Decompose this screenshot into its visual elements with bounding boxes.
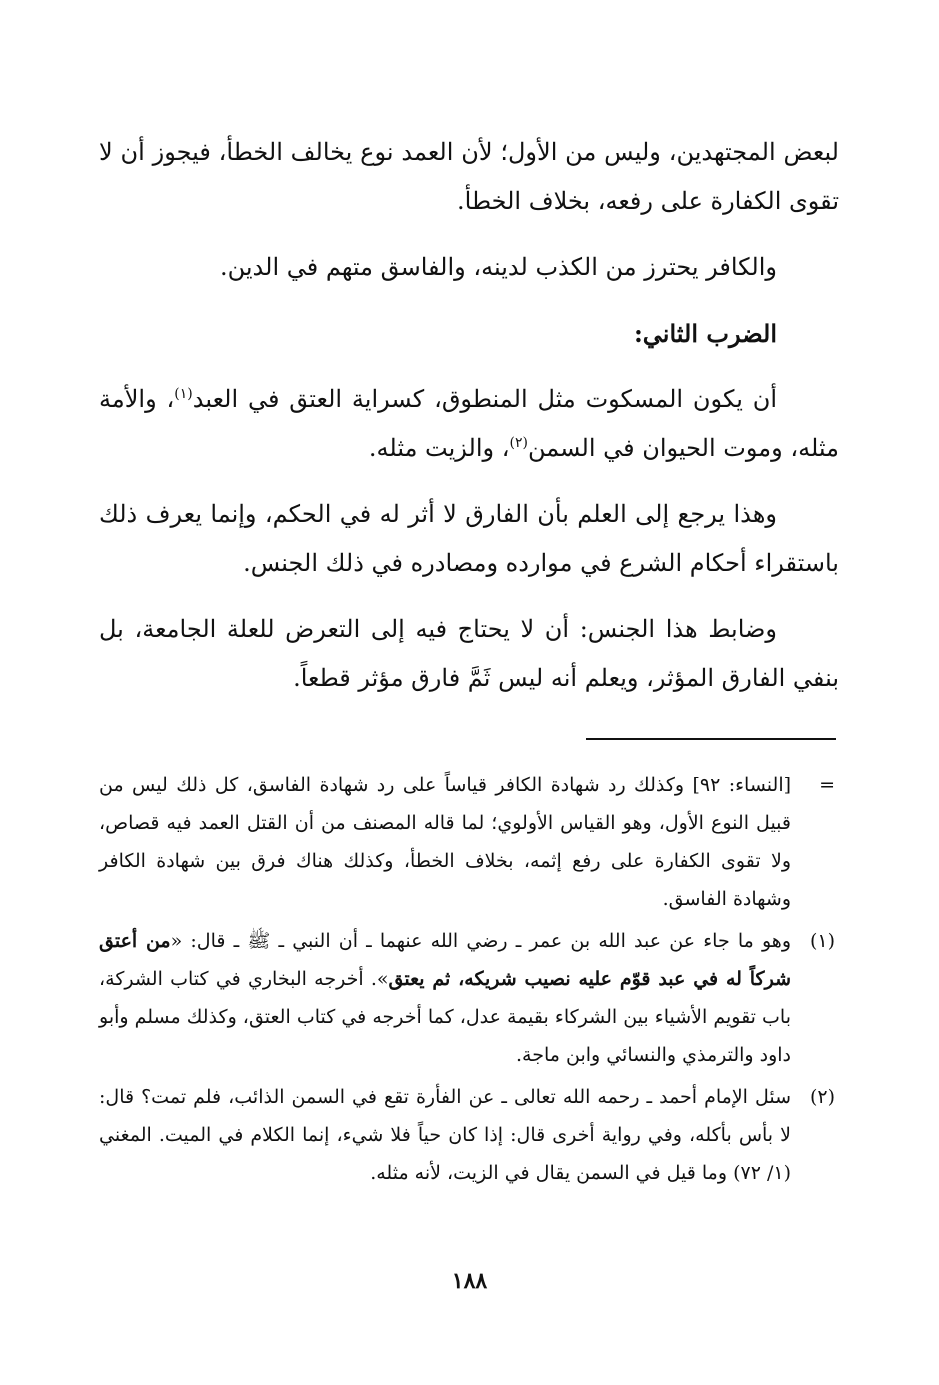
footnotes — [99, 766, 835, 1196]
footnote-2 — [99, 1078, 835, 1192]
paragraph-3-part-c: ، والزيت مثله. — [368, 434, 510, 462]
hadith-quote: من أعتق شركاً له في عبد قوّم عليه نصيب شريكه، ثم يعتق — [99, 930, 791, 990]
paragraph-3-part-a: أن يكون المسكوت مثل المنطوق، كسراية العتق في العبد — [192, 385, 778, 413]
footnote-1-part-a: وهو ما جاء عن عبد الله بن عمر ـ رضي الله عنهما ـ أن النبي ـ ﷺ ـ قال: « — [170, 930, 791, 952]
footnote-2-mark: (٢) — [809, 1086, 835, 1108]
main-text — [99, 128, 839, 720]
continuation-mark: = — [819, 774, 835, 796]
footnote-ref-1: (١) — [174, 386, 193, 402]
section-heading: الضرب الثاني: — [633, 319, 777, 348]
footnote-1-mark: (١) — [809, 930, 835, 952]
footnote-separator — [586, 738, 836, 740]
footnote-continuation-text: [النساء: ٩٢] وكذلك رد شهادة الكافر قياساً على رد شهادة الفاسق، كل ذلك ليس من قبيل النوع الأول، وهو القياس الأولوي؛ لما قاله المصنف من أن القتل العمد فيه قصاص، ولا تقوى الكفارة على رفع إثمه، بخلاف الخطأ، وكذلك هناك فرق بين شهادة الكافر وشهادة الفاسق. — [99, 774, 792, 910]
paragraph-3 — [99, 375, 839, 473]
paragraph-1: لبعض المجتهدين، وليس من الأول؛ لأن العمد نوع يخالف الخطأ، فيجوز أن لا تقوى الكفارة على رفعه، بخلاف الخطأ. — [99, 138, 839, 215]
footnote-ref-2: (٢) — [509, 435, 528, 451]
footnote-1-text — [99, 922, 791, 1074]
footnote-1 — [99, 922, 835, 1074]
paragraph-5: وضابط هذا الجنس: أن لا يحتاج فيه إلى التعرض للعلة الجامعة، بل بنفي الفارق المؤثر، ويعلم أنه ليس ثَمَّ فارق مؤثر قطعاً. — [99, 615, 839, 692]
footnote-2-text: سئل الإمام أحمد ـ رحمه الله تعالى ـ عن الفأرة تقع في السمن الذائب، فلم تمت؟ قال: لا بأس بأكله، وفي رواية أخرى قال: إذا كان حياً فلا شيء، إنما الكلام في الميت. المغني (١/ ٧٢) وما قيل في السمن يقال في الزيت، لأنه مثله. — [99, 1086, 791, 1184]
paragraph-2: والكافر يحترز من الكذب لدينه، والفاسق متهم في الدين. — [219, 253, 777, 281]
paragraph-3-part-b: ، والأمة مثله، وموت الحيوان في السمن — [99, 385, 839, 462]
paragraph-4: وهذا يرجع إلى العلم بأن الفارق لا أثر له في الحكم، وإنما يعرف ذلك باستقراء أحكام الشرع في موارده ومصادره في ذلك الجنس. — [99, 500, 839, 577]
footnote-1-part-b: ». أخرجه البخاري في كتاب الشركة، باب تقويم الأشياء بين الشركاء بقيمة عدل، كما أخرجه في كتاب العتق، وكذلك مسلم وأبو داود والترمذي والنسائي وابن ماجة. — [99, 968, 791, 1066]
page-number: ١٨٨ — [451, 1268, 488, 1294]
footnote-continuation — [99, 766, 835, 918]
